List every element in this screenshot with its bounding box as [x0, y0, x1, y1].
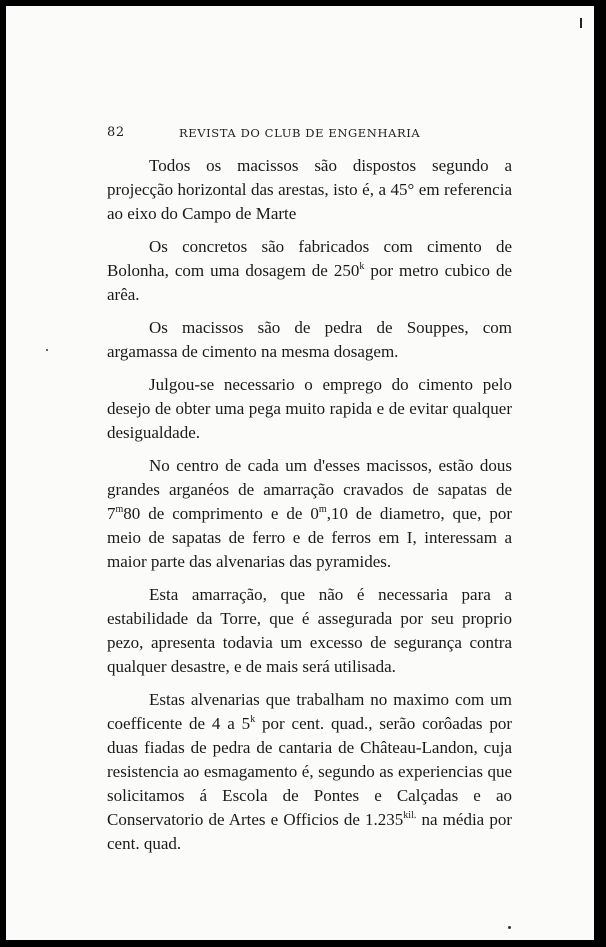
unit-superscript: k [250, 714, 256, 725]
body-text [107, 154, 512, 865]
paragraph-5-rest: ,10 de diametro, que, por meio de sapatas de ferro e de ferros em I, interessam a maior parte das alvenarias das pyramides. [107, 504, 512, 571]
paragraph-1: Todos os macissos são dispostos segundo a projecção horizontal das arestas, isto é, a 45° em referencia ao eixo do Campo de Marte [107, 156, 512, 223]
paragraph-2 [107, 235, 512, 307]
paragraph-2-text: Os concretos são fabricados com cimento de Bolonha, com uma dosagem de 250 [107, 237, 512, 280]
paragraph-3: Os macissos são de pedra de Souppes, com argamassa de cimento na mesma dosagem. [107, 318, 512, 361]
journal-title: REVISTA DO CLUB DE ENGENHARIA [179, 126, 421, 140]
page [6, 6, 594, 940]
paragraph-7-rest: na média por cent. quad. [107, 810, 513, 853]
scan-mark [580, 18, 582, 28]
paragraph-5-text: No centro de cada um d'esses macissos, estão dous grandes arganéos de amarração cravados de sapatas de 7 [107, 456, 512, 523]
page-number: 82 [107, 125, 125, 140]
scan-speck [46, 349, 48, 351]
unit-superscript: m [318, 504, 327, 515]
paragraph-4: Julgou-se necessario o emprego do cimento pelo desejo de obter uma pega muito rapida e de evitar qualquer desigualdade. [107, 375, 512, 442]
scan-speck [508, 926, 511, 929]
paragraph-5 [107, 454, 512, 574]
paragraph-7-mid: por cent. quad., serão corôadas por duas fiadas de pedra de cantaria de Château-Landon, cuja resistencia ao esmagamento é, segundo as experiencias que solicitamos á Escola de Pontes e Calçadas e ao Conservatorio de Artes e Officios de 1.235 [107, 714, 512, 829]
unit-superscript: m [115, 504, 124, 515]
paragraph-5-mid: 80 de comprimento e de 0 [123, 504, 319, 523]
paragraph-2-rest: por metro cubico de arêa. [107, 261, 512, 304]
paragraph-6: Esta amarração, que não é necessaria para a estabilidade da Torre, que é assegurada por seu proprio pezo, apresenta todavia um excesso de segurança contra qualquer desastre, e de mais será utilisada. [107, 585, 512, 676]
unit-superscript: k [359, 261, 365, 272]
paragraph-7-text: Estas alvenarias que trabalham no maximo com um coefficente de 4 a 5 [107, 690, 512, 733]
paragraph-7 [107, 688, 512, 856]
unit-superscript: kil. [403, 810, 417, 821]
